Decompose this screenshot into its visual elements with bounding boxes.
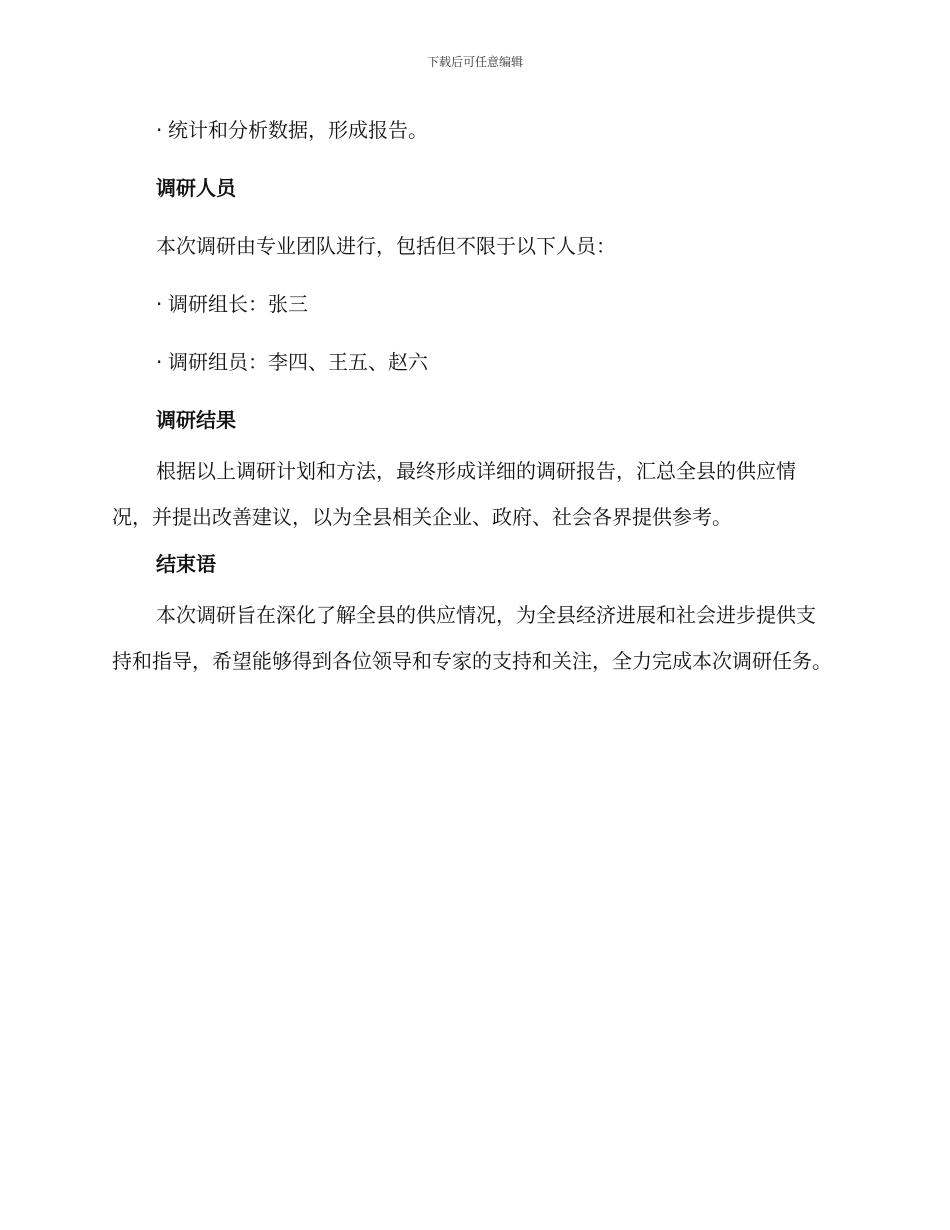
bullet-item-statistics [112,112,832,148]
bullet-dot: · [156,118,163,142]
bullet-text: 调研组员：李四、王五、赵六 [168,350,428,374]
section-heading-personnel: 调研人员 [156,176,236,200]
bullet-text: 统计和分析数据，形成报告。 [168,118,428,142]
bullet-dot: · [156,350,163,374]
results-paragraph: 根据以上调研计划和方法，最终形成详细的调研报告，汇总全县的供应情况，并提出改善建议，以为全县相关企业、政府、社会各界提供参考。 [112,459,796,529]
bullet-item-leader [112,286,832,322]
personnel-intro: 本次调研由专业团队进行，包括但不限于以下人员： [156,234,616,258]
document-body [112,112,832,692]
page-header: 下载后可任意编辑 [426,55,523,69]
section-heading-conclusion: 结束语 [156,552,216,576]
conclusion-paragraph: 本次调研旨在深化了解全县的供应情况，为全县经济进展和社会进步提供支持和指导，希望能够得到各位领导和专家的支持和关注，全力完成本次调研任务。 [112,603,832,673]
bullet-item-members [112,344,832,380]
bullet-dot: · [156,292,163,316]
bullet-text: 调研组长：张三 [168,292,308,316]
section-heading-results: 调研结果 [156,408,236,432]
